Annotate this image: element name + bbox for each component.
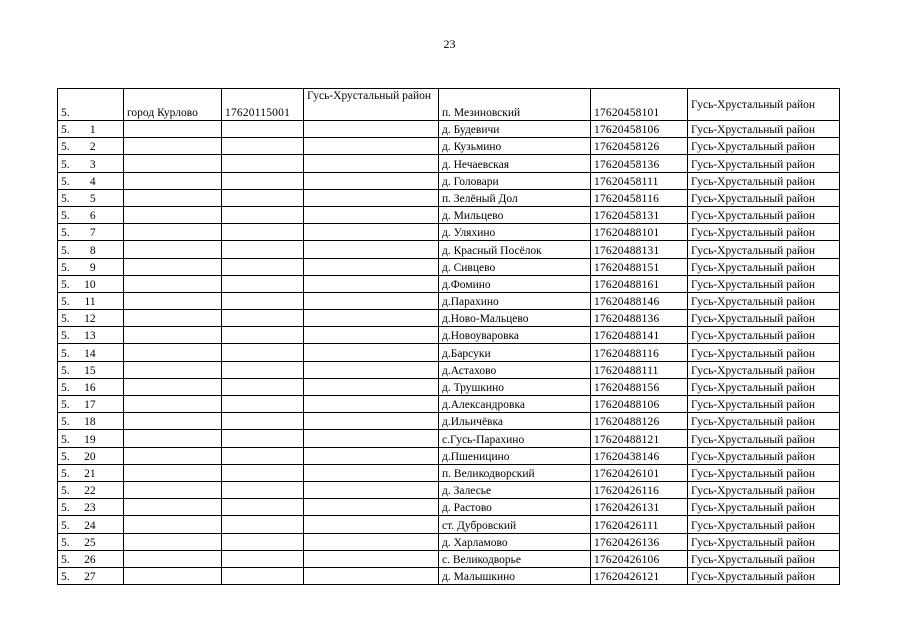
settlement-name: д. Красный Посёлок <box>439 241 591 258</box>
row-number-sub: 18 <box>84 416 96 429</box>
district-name <box>304 516 439 533</box>
table-row <box>58 292 840 309</box>
settlement-name: д. Харламово <box>439 533 591 550</box>
region-name: Гусь-Хрустальный район <box>688 567 840 584</box>
table-row <box>58 344 840 361</box>
city-name <box>124 275 222 292</box>
district-name <box>304 224 439 241</box>
row-number <box>58 292 124 309</box>
row-number-prefix: 5. <box>61 416 70 429</box>
settlement-code: 17620488156 <box>591 378 688 395</box>
settlement-name: д. Головари <box>439 172 591 189</box>
settlement-code: 17620426101 <box>591 464 688 481</box>
district-name <box>304 430 439 447</box>
settlement-code: 17620488116 <box>591 344 688 361</box>
city-code <box>222 499 304 516</box>
row-number-sub: 24 <box>84 519 96 532</box>
row-number-prefix: 5. <box>61 485 70 498</box>
row-number <box>58 258 124 275</box>
city-name <box>124 533 222 550</box>
region-name: Гусь-Хрустальный район <box>688 413 840 430</box>
table-row <box>58 361 840 378</box>
settlement-code: 17620488101 <box>591 224 688 241</box>
row-number-sub: 10 <box>84 278 96 291</box>
district-name <box>304 241 439 258</box>
city-name <box>124 378 222 395</box>
district-name <box>304 206 439 223</box>
row-number-prefix: 5. <box>61 467 70 480</box>
row-number-sub: 25 <box>84 536 96 549</box>
settlement-name: п. Мезиновский <box>439 89 591 121</box>
city-name <box>124 189 222 206</box>
row-number <box>58 361 124 378</box>
district-name <box>304 155 439 172</box>
settlement-name: д. Растово <box>439 499 591 516</box>
settlement-name: д. Залесье <box>439 481 591 498</box>
row-number <box>58 327 124 344</box>
region-name: Гусь-Хрустальный район <box>688 138 840 155</box>
city-code <box>222 396 304 413</box>
row-number <box>58 567 124 584</box>
settlement-code: 17620488161 <box>591 275 688 292</box>
city-code <box>222 413 304 430</box>
city-code <box>222 224 304 241</box>
table-row <box>58 464 840 481</box>
settlement-code: 17620488141 <box>591 327 688 344</box>
region-name: Гусь-Хрустальный район <box>688 258 840 275</box>
settlement-code: 17620458126 <box>591 138 688 155</box>
city-name <box>124 361 222 378</box>
settlement-name: д.Ново-Мальцево <box>439 310 591 327</box>
row-number <box>58 189 124 206</box>
row-number-sub: 26 <box>84 553 96 566</box>
district-name <box>304 567 439 584</box>
settlement-name: д. Сивцево <box>439 258 591 275</box>
city-name <box>124 464 222 481</box>
row-number-sub: 6 <box>89 210 96 223</box>
district-name <box>304 138 439 155</box>
city-code <box>222 344 304 361</box>
row-number-prefix: 5. <box>61 278 70 291</box>
city-name <box>124 224 222 241</box>
city-code <box>222 430 304 447</box>
row-number <box>58 481 124 498</box>
row-number-sub: 2 <box>89 141 96 154</box>
settlement-name: д.Пшеницино <box>439 447 591 464</box>
row-number-prefix: 5. <box>61 192 70 205</box>
district-name: Гусь-Хрустальный район <box>304 89 439 121</box>
region-name: Гусь-Хрустальный район <box>688 533 840 550</box>
table-row <box>58 224 840 241</box>
row-number-prefix: 5. <box>61 330 70 343</box>
city-code <box>222 327 304 344</box>
row-number-sub: 15 <box>84 364 96 377</box>
settlement-code: 17620488106 <box>591 396 688 413</box>
region-name: Гусь-Хрустальный район <box>688 447 840 464</box>
row-number <box>58 206 124 223</box>
district-name <box>304 396 439 413</box>
settlement-name: д. Уляхино <box>439 224 591 241</box>
table-row <box>58 396 840 413</box>
district-name <box>304 499 439 516</box>
row-number: 5. <box>58 89 124 121</box>
city-code <box>222 378 304 395</box>
region-name: Гусь-Хрустальный район <box>688 550 840 567</box>
region-name: Гусь-Хрустальный район <box>688 89 840 121</box>
row-number-prefix: 5. <box>61 210 70 223</box>
city-code <box>222 516 304 533</box>
row-number-prefix: 5. <box>61 313 70 326</box>
city-code <box>222 292 304 309</box>
settlement-name: д.Александровка <box>439 396 591 413</box>
region-name: Гусь-Хрустальный район <box>688 464 840 481</box>
row-number <box>58 310 124 327</box>
city-code <box>222 550 304 567</box>
table-row <box>58 499 840 516</box>
city-name <box>124 344 222 361</box>
settlement-code: 17620426131 <box>591 499 688 516</box>
row-number-sub: 12 <box>84 313 96 326</box>
table-row <box>58 430 840 447</box>
row-number-prefix: 5. <box>61 502 70 515</box>
settlement-name: д. Кузьмино <box>439 138 591 155</box>
city-code: 17620115001 <box>222 89 304 121</box>
city-name <box>124 430 222 447</box>
district-name <box>304 258 439 275</box>
row-number-prefix: 5. <box>61 296 70 309</box>
settlement-name: д.Барсуки <box>439 344 591 361</box>
settlement-name: п. Великодворский <box>439 464 591 481</box>
district-name <box>304 378 439 395</box>
row-number-sub: 5 <box>89 192 96 205</box>
district-name <box>304 533 439 550</box>
region-name: Гусь-Хрустальный район <box>688 396 840 413</box>
row-number <box>58 344 124 361</box>
row-number <box>58 464 124 481</box>
city-name <box>124 396 222 413</box>
settlement-name: д.Фомино <box>439 275 591 292</box>
region-name: Гусь-Хрустальный район <box>688 155 840 172</box>
row-number-prefix: 5. <box>61 227 70 240</box>
settlement-name: д. Трушкино <box>439 378 591 395</box>
row-number-prefix: 5. <box>61 141 70 154</box>
row-number-prefix: 5. <box>61 158 70 171</box>
table-row <box>58 241 840 258</box>
city-code <box>222 464 304 481</box>
settlement-code: 17620458106 <box>591 121 688 138</box>
city-name <box>124 413 222 430</box>
row-number <box>58 275 124 292</box>
settlement-name: с. Великодворье <box>439 550 591 567</box>
table-row <box>58 172 840 189</box>
row-number <box>58 138 124 155</box>
region-name: Гусь-Хрустальный район <box>688 292 840 309</box>
row-number-sub: 7 <box>89 227 96 240</box>
region-name: Гусь-Хрустальный район <box>688 172 840 189</box>
district-name <box>304 172 439 189</box>
table-row <box>58 533 840 550</box>
table-row <box>58 206 840 223</box>
row-number-sub: 14 <box>84 347 96 360</box>
region-name: Гусь-Хрустальный район <box>688 516 840 533</box>
row-number-prefix: 5. <box>61 244 70 257</box>
settlement-code: 17620458116 <box>591 189 688 206</box>
settlement-name: д. Нечаевская <box>439 155 591 172</box>
district-name <box>304 361 439 378</box>
row-number-sub: 19 <box>84 433 96 446</box>
city-name <box>124 155 222 172</box>
row-number <box>58 516 124 533</box>
row-number <box>58 499 124 516</box>
row-number-prefix: 5. <box>61 347 70 360</box>
district-name <box>304 189 439 206</box>
settlement-code: 17620488151 <box>591 258 688 275</box>
row-number <box>58 172 124 189</box>
city-name <box>124 447 222 464</box>
city-name <box>124 241 222 258</box>
city-code <box>222 533 304 550</box>
city-code <box>222 310 304 327</box>
settlement-name: д. Будевичи <box>439 121 591 138</box>
region-name: Гусь-Хрустальный район <box>688 378 840 395</box>
city-code <box>222 241 304 258</box>
city-name <box>124 258 222 275</box>
row-number-prefix: 5. <box>61 450 70 463</box>
city-name <box>124 172 222 189</box>
row-number-sub: 21 <box>84 467 96 480</box>
row-number-prefix: 5. <box>61 433 70 446</box>
settlement-code: 17620458131 <box>591 206 688 223</box>
row-number <box>58 224 124 241</box>
city-name <box>124 567 222 584</box>
city-name <box>124 499 222 516</box>
row-number-sub: 20 <box>84 450 96 463</box>
region-name: Гусь-Хрустальный район <box>688 481 840 498</box>
city-code <box>222 481 304 498</box>
city-code <box>222 567 304 584</box>
settlement-code: 17620488136 <box>591 310 688 327</box>
region-name: Гусь-Хрустальный район <box>688 121 840 138</box>
row-number-prefix: 5. <box>61 261 70 274</box>
settlement-code: 17620426136 <box>591 533 688 550</box>
settlements-table <box>57 88 840 585</box>
settlement-code: 17620458101 <box>591 89 688 121</box>
table-row <box>58 189 840 206</box>
settlement-name: д.Ильичёвка <box>439 413 591 430</box>
table-row <box>58 327 840 344</box>
table-row <box>58 275 840 292</box>
settlement-code: 17620458136 <box>591 155 688 172</box>
region-name: Гусь-Хрустальный район <box>688 241 840 258</box>
district-name <box>304 310 439 327</box>
city-code <box>222 172 304 189</box>
city-code <box>222 447 304 464</box>
row-number-sub: 9 <box>89 261 96 274</box>
city-name <box>124 310 222 327</box>
table-row <box>58 447 840 464</box>
row-number <box>58 121 124 138</box>
settlement-code: 17620488111 <box>591 361 688 378</box>
settlement-name: с.Гусь-Парахино <box>439 430 591 447</box>
settlement-name: д. Малышкино <box>439 567 591 584</box>
row-number-prefix: 5. <box>61 382 70 394</box>
city-name <box>124 206 222 223</box>
settlement-code: 17620426106 <box>591 550 688 567</box>
table-row-main <box>58 89 840 121</box>
table-row <box>58 550 840 567</box>
settlement-name: д.Парахино <box>439 292 591 309</box>
row-number-sub: 16 <box>84 382 96 394</box>
row-number-sub: 13 <box>84 330 96 343</box>
table-row <box>58 413 840 430</box>
settlement-code: 17620438146 <box>591 447 688 464</box>
settlement-code: 17620426111 <box>591 516 688 533</box>
row-number-prefix: 5. <box>61 553 70 566</box>
row-number <box>58 550 124 567</box>
row-number <box>58 396 124 413</box>
region-name: Гусь-Хрустальный район <box>688 189 840 206</box>
table-row <box>58 258 840 275</box>
row-number <box>58 378 124 395</box>
district-name <box>304 464 439 481</box>
row-number <box>58 447 124 464</box>
city-name <box>124 138 222 155</box>
city-code <box>222 121 304 138</box>
city-code <box>222 189 304 206</box>
settlement-code: 17620458111 <box>591 172 688 189</box>
region-name: Гусь-Хрустальный район <box>688 275 840 292</box>
row-number <box>58 155 124 172</box>
table-row <box>58 138 840 155</box>
city-code <box>222 206 304 223</box>
city-code <box>222 258 304 275</box>
settlement-code: 17620488131 <box>591 241 688 258</box>
settlement-name: д.Новоуваровка <box>439 327 591 344</box>
district-name <box>304 447 439 464</box>
region-name: Гусь-Хрустальный район <box>688 430 840 447</box>
row-number <box>58 533 124 550</box>
district-name <box>304 481 439 498</box>
row-number-prefix: 5. <box>61 399 70 412</box>
city-code <box>222 155 304 172</box>
row-number-sub: 27 <box>84 571 96 584</box>
district-name <box>304 275 439 292</box>
table-row <box>58 481 840 498</box>
city-code <box>222 275 304 292</box>
row-number-sub: 1 <box>89 124 96 137</box>
row-number-sub: 8 <box>89 244 96 257</box>
region-name: Гусь-Хрустальный район <box>688 361 840 378</box>
row-number-prefix: 5. <box>61 571 70 584</box>
district-name <box>304 327 439 344</box>
settlement-code: 17620488146 <box>591 292 688 309</box>
table-row <box>58 121 840 138</box>
city-name <box>124 481 222 498</box>
region-name: Гусь-Хрустальный район <box>688 499 840 516</box>
row-number-sub: 3 <box>89 158 96 171</box>
page-number: 23 <box>443 37 456 51</box>
city-name <box>124 550 222 567</box>
city-name <box>124 121 222 138</box>
row-number-prefix: 5. <box>61 124 70 137</box>
district-name <box>304 121 439 138</box>
row-number-prefix: 5. <box>61 364 70 377</box>
row-number-sub: 4 <box>89 175 96 188</box>
region-name: Гусь-Хрустальный район <box>688 224 840 241</box>
table-row <box>58 155 840 172</box>
settlement-code: 17620426116 <box>591 481 688 498</box>
row-number <box>58 241 124 258</box>
row-number-prefix: 5. <box>61 519 70 532</box>
city-name: город Курлово <box>124 89 222 121</box>
row-number-sub: 11 <box>84 296 96 309</box>
row-number-sub: 23 <box>84 502 96 515</box>
region-name: Гусь-Хрустальный район <box>688 310 840 327</box>
table-row <box>58 516 840 533</box>
row-number-prefix: 5. <box>61 536 70 549</box>
table-row <box>58 310 840 327</box>
district-name <box>304 550 439 567</box>
table-row <box>58 567 840 584</box>
row-number-sub: 22 <box>84 485 96 498</box>
region-name: Гусь-Хрустальный район <box>688 206 840 223</box>
row-number-sub: 17 <box>84 399 96 412</box>
table-row <box>58 378 840 395</box>
region-name: Гусь-Хрустальный район <box>688 327 840 344</box>
row-number <box>58 413 124 430</box>
city-name <box>124 516 222 533</box>
settlement-code: 17620426121 <box>591 567 688 584</box>
district-name <box>304 292 439 309</box>
row-number-prefix: 5. <box>61 175 70 188</box>
settlement-code: 17620488126 <box>591 413 688 430</box>
settlement-name: д.Астахово <box>439 361 591 378</box>
city-code <box>222 138 304 155</box>
district-name <box>304 413 439 430</box>
settlement-name: ст. Дубровский <box>439 516 591 533</box>
city-name <box>124 327 222 344</box>
settlement-name: п. Зелёный Дол <box>439 189 591 206</box>
settlement-name: д. Мильцево <box>439 206 591 223</box>
region-name: Гусь-Хрустальный район <box>688 344 840 361</box>
city-code <box>222 361 304 378</box>
district-name <box>304 344 439 361</box>
row-number <box>58 430 124 447</box>
settlement-code: 17620488121 <box>591 430 688 447</box>
city-name <box>124 292 222 309</box>
